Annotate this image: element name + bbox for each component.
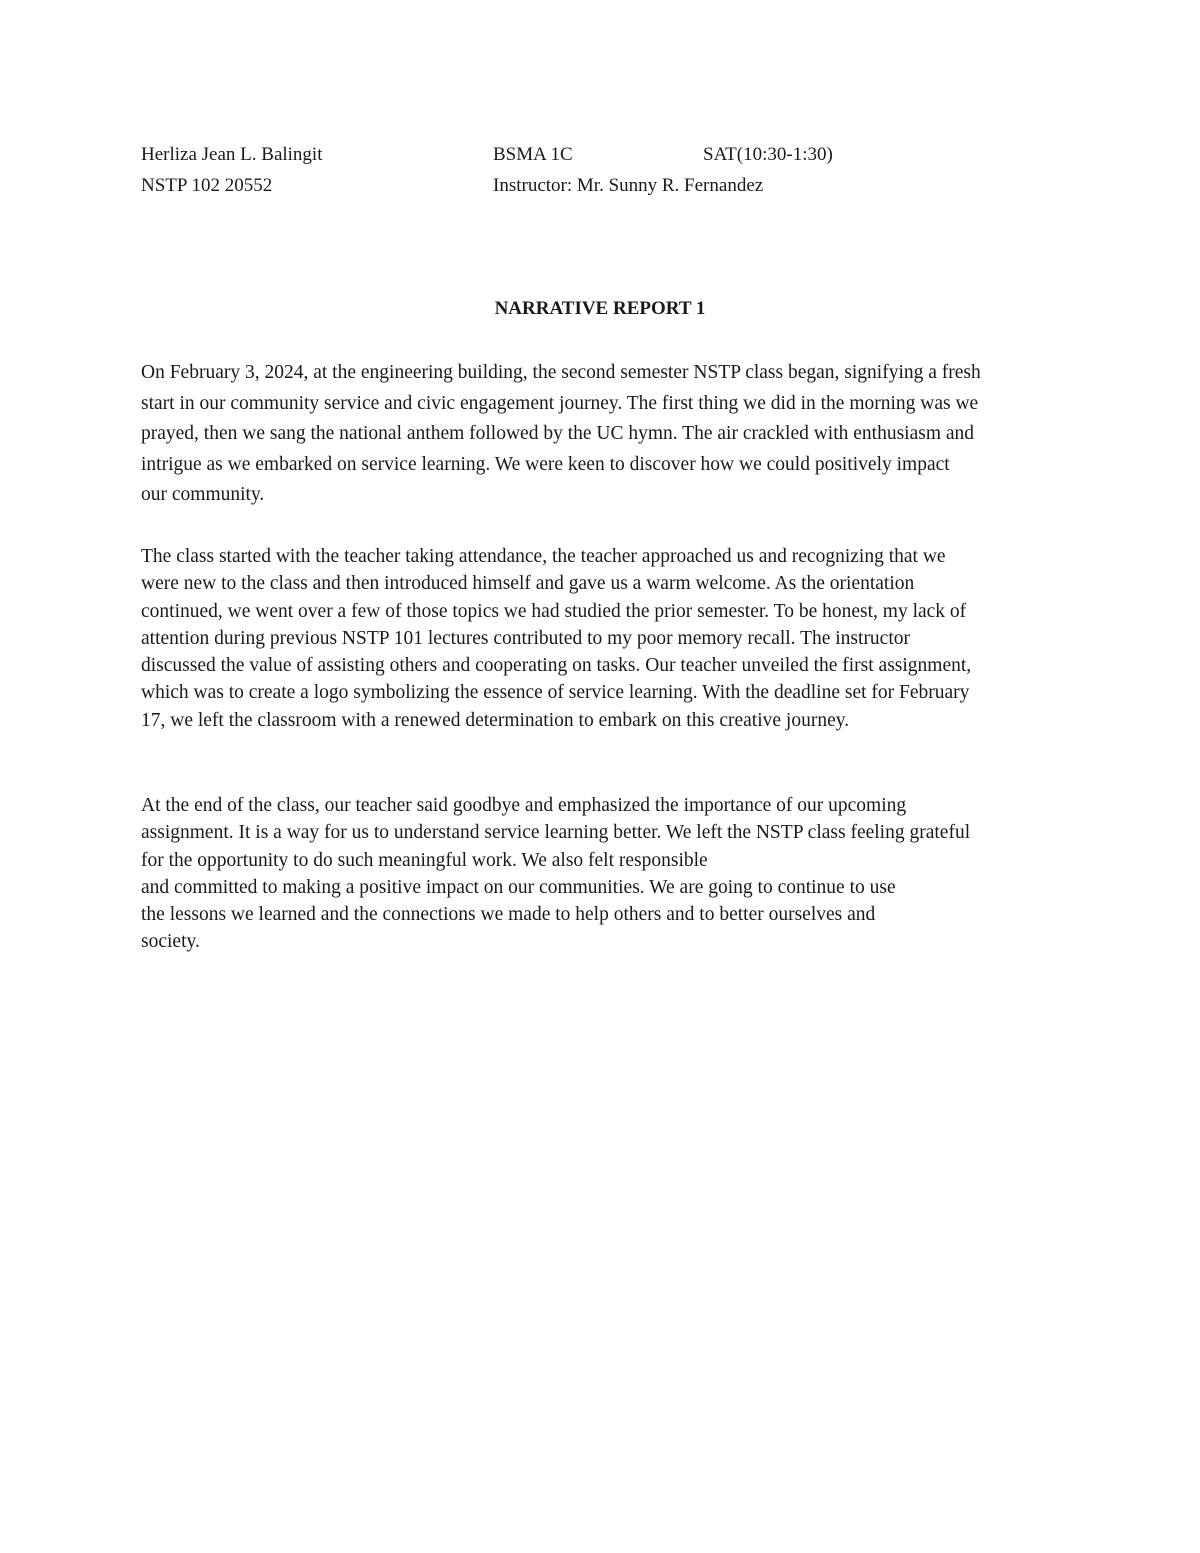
paragraph-1 [141, 358, 1071, 511]
paragraph-line: On February 3, 2024, at the engineering building, the second semester NSTP class began, signifying a fresh [141, 362, 981, 383]
paragraph-line: prayed, then we sang the national anthem followed by the UC hymn. The air crackled with enthusiasm and [141, 423, 975, 445]
paragraph-line: for the opportunity to do such meaningful work. We also felt responsible [141, 849, 708, 871]
paragraph-line: attention during previous NSTP 101 lectures contributed to my poor memory recall. The instructor [141, 627, 911, 649]
student-name: Herliza Jean L. Balingit [141, 144, 323, 165]
paragraph-line: society. [141, 931, 200, 953]
paragraph-line: the lessons we learned and the connections we made to help others and to better ourselves and [141, 904, 876, 926]
paragraph-line: start in our community service and civic engagement journey. The first thing we did in the morning was we [141, 392, 979, 414]
paragraph-3 [141, 792, 1071, 956]
paragraph-line: discussed the value of assisting others and cooperating on tasks. Our teacher unveiled the first assignment, [141, 655, 972, 677]
report-title: NARRATIVE REPORT 1 [494, 298, 706, 319]
student-section: BSMA 1C [493, 144, 573, 165]
paragraph-2 [141, 543, 1071, 734]
paragraph-line: 17, we left the classroom with a renewed determination to embark on this creative journey. [141, 709, 850, 731]
paragraph-line: continued, we went over a few of those topics we had studied the prior semester. To be honest, my lack of [141, 600, 967, 622]
instructor-name: Instructor: Mr. Sunny R. Fernandez [493, 175, 764, 196]
paragraph-line: assignment. It is a way for us to understand service learning better. We left the NSTP class feeling grateful [141, 822, 971, 844]
paragraph-line: which was to create a logo symbolizing the essence of service learning. With the deadline set for February [141, 682, 970, 704]
paragraph-line: At the end of the class, our teacher said goodbye and emphasized the importance of our upcoming [141, 795, 907, 816]
course-code: NSTP 102 20552 [141, 175, 273, 196]
paragraph-line: and committed to making a positive impact on our communities. We are going to continue to use [141, 876, 896, 898]
paragraph-line: The class started with the teacher taking attendance, the teacher approached us and recognizing that we [141, 546, 946, 567]
class-schedule: SAT(10:30-1:30) [703, 144, 833, 165]
paragraph-line: intrigue as we embarked on service learning. We were keen to discover how we could positively impact [141, 453, 950, 475]
paragraph-line: our community. [141, 484, 265, 506]
paragraph-line: were new to the class and then introduced himself and gave us a warm welcome. As the orientation [141, 573, 915, 595]
